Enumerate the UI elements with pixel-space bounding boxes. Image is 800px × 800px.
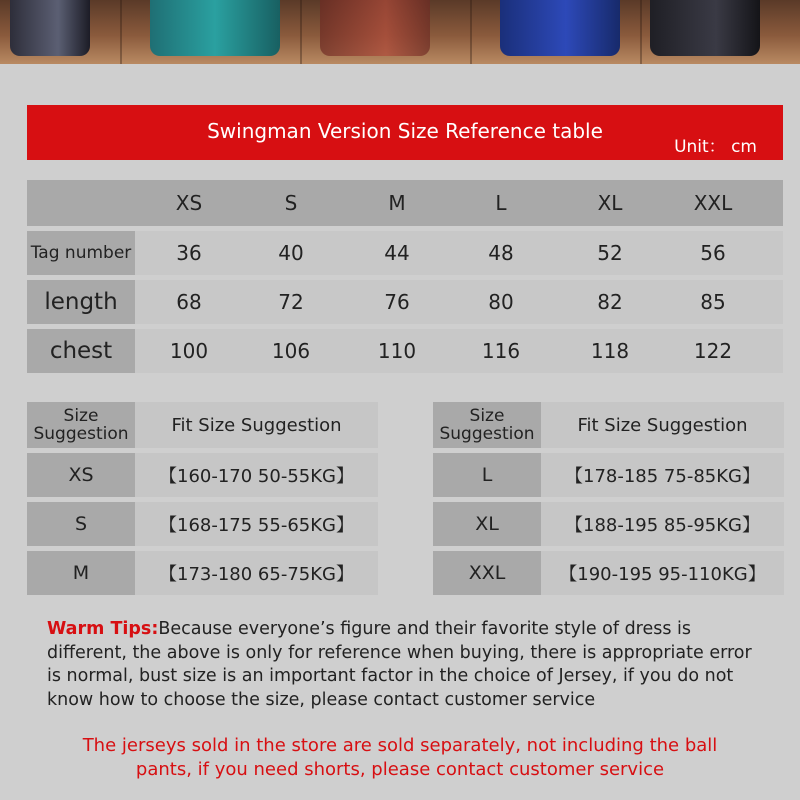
- row-label-tag-number: Tag number: [27, 231, 135, 275]
- table-cell: 122: [693, 339, 733, 363]
- table-cell: 82: [597, 290, 623, 314]
- table-row-tag-number: [27, 231, 783, 275]
- fit-header-key: [433, 402, 541, 448]
- jersey-image: [500, 0, 620, 56]
- table-cell: 68: [176, 290, 202, 314]
- size-header-xl: XL: [597, 191, 623, 215]
- table-cell: 52: [597, 241, 623, 265]
- page-title: Swingman Version Size Reference table: [207, 119, 603, 143]
- size-header-m: M: [388, 191, 406, 215]
- fit-header-key-line: Suggestion: [439, 424, 535, 444]
- fit-header-key-line: Size: [469, 406, 505, 426]
- jersey-image: [10, 0, 90, 56]
- size-header-l: L: [495, 191, 507, 215]
- table-cell: 80: [488, 290, 514, 314]
- fit-header-row: [27, 402, 378, 448]
- fit-size-label: XL: [433, 502, 541, 546]
- fit-suggestion-table-left: [27, 402, 378, 600]
- table-cell: 48: [488, 241, 514, 265]
- fit-header-key-line: Suggestion: [33, 424, 129, 444]
- fit-header-row: [433, 402, 784, 448]
- warm-tips-text: Because everyone’s figure and their favorite style of dress is different, the above is only for reference when buying, there is appropriate error is normal, bust size is an important factor in the choice of Jersey, if you do not know how to choose the size, please contact customer service: [47, 619, 752, 710]
- fit-header-value: Fit Size Suggestion: [577, 414, 748, 436]
- hanger-line: [640, 0, 642, 64]
- table-cell: 72: [278, 290, 304, 314]
- table-cell: 106: [271, 339, 311, 363]
- jerseys-photo: [0, 0, 800, 64]
- jersey-image: [320, 0, 430, 56]
- title-bar: [27, 105, 783, 160]
- fit-row-s: [27, 502, 378, 546]
- row-label-length: length: [27, 280, 135, 324]
- fit-range: 【178-185 75-85KG】: [565, 466, 760, 487]
- fit-header-key-line: Size: [63, 406, 99, 426]
- warm-tips: [47, 618, 767, 712]
- unit-label: Unit： cm: [674, 137, 757, 157]
- fit-row-xs: [27, 453, 378, 497]
- table-cell: 118: [590, 339, 630, 363]
- fit-size-label: M: [27, 551, 135, 595]
- fit-size-label: XS: [27, 453, 135, 497]
- size-header-row: [27, 180, 783, 226]
- size-header-xxl: XXL: [693, 191, 733, 215]
- table-cell: 85: [700, 290, 726, 314]
- fit-row-xxl: [433, 551, 784, 595]
- hanger-line: [300, 0, 302, 64]
- table-cell: 116: [481, 339, 521, 363]
- fit-row-m: [27, 551, 378, 595]
- hanger-line: [470, 0, 472, 64]
- table-cell: 40: [278, 241, 304, 265]
- fit-row-xl: [433, 502, 784, 546]
- hanger-line: [120, 0, 122, 64]
- fit-suggestion-table-right: [433, 402, 784, 600]
- jersey-image: [150, 0, 280, 56]
- fit-header-key: [27, 402, 135, 448]
- fit-range: 【190-195 95-110KG】: [559, 564, 766, 585]
- warm-tips-label: Warm Tips:: [47, 619, 159, 639]
- size-header-xs: XS: [175, 191, 203, 215]
- table-cell: 56: [700, 241, 726, 265]
- table-cell: 44: [384, 241, 410, 265]
- fit-range: 【168-175 55-65KG】: [159, 515, 354, 536]
- table-cell: 76: [384, 290, 410, 314]
- fit-range: 【160-170 50-55KG】: [159, 466, 354, 487]
- fit-row-l: [433, 453, 784, 497]
- fit-size-label: XXL: [433, 551, 541, 595]
- fit-range: 【188-195 85-95KG】: [565, 515, 760, 536]
- table-row-length: [27, 280, 783, 324]
- row-label-chest: chest: [27, 329, 135, 373]
- table-row-chest: [27, 329, 783, 373]
- table-cell: 110: [377, 339, 417, 363]
- shorts-note: The jerseys sold in the store are sold separately, not including the ball pants, if you need shorts, please contact customer service: [82, 735, 718, 780]
- size-reference-table: [27, 180, 783, 378]
- fit-header-value: Fit Size Suggestion: [171, 414, 342, 436]
- fit-size-label: L: [433, 453, 541, 497]
- table-cell: 100: [169, 339, 209, 363]
- size-header-s: S: [284, 191, 298, 215]
- jersey-image: [650, 0, 760, 56]
- table-cell: 36: [176, 241, 202, 265]
- fit-range: 【173-180 65-75KG】: [159, 564, 354, 585]
- fit-size-label: S: [27, 502, 135, 546]
